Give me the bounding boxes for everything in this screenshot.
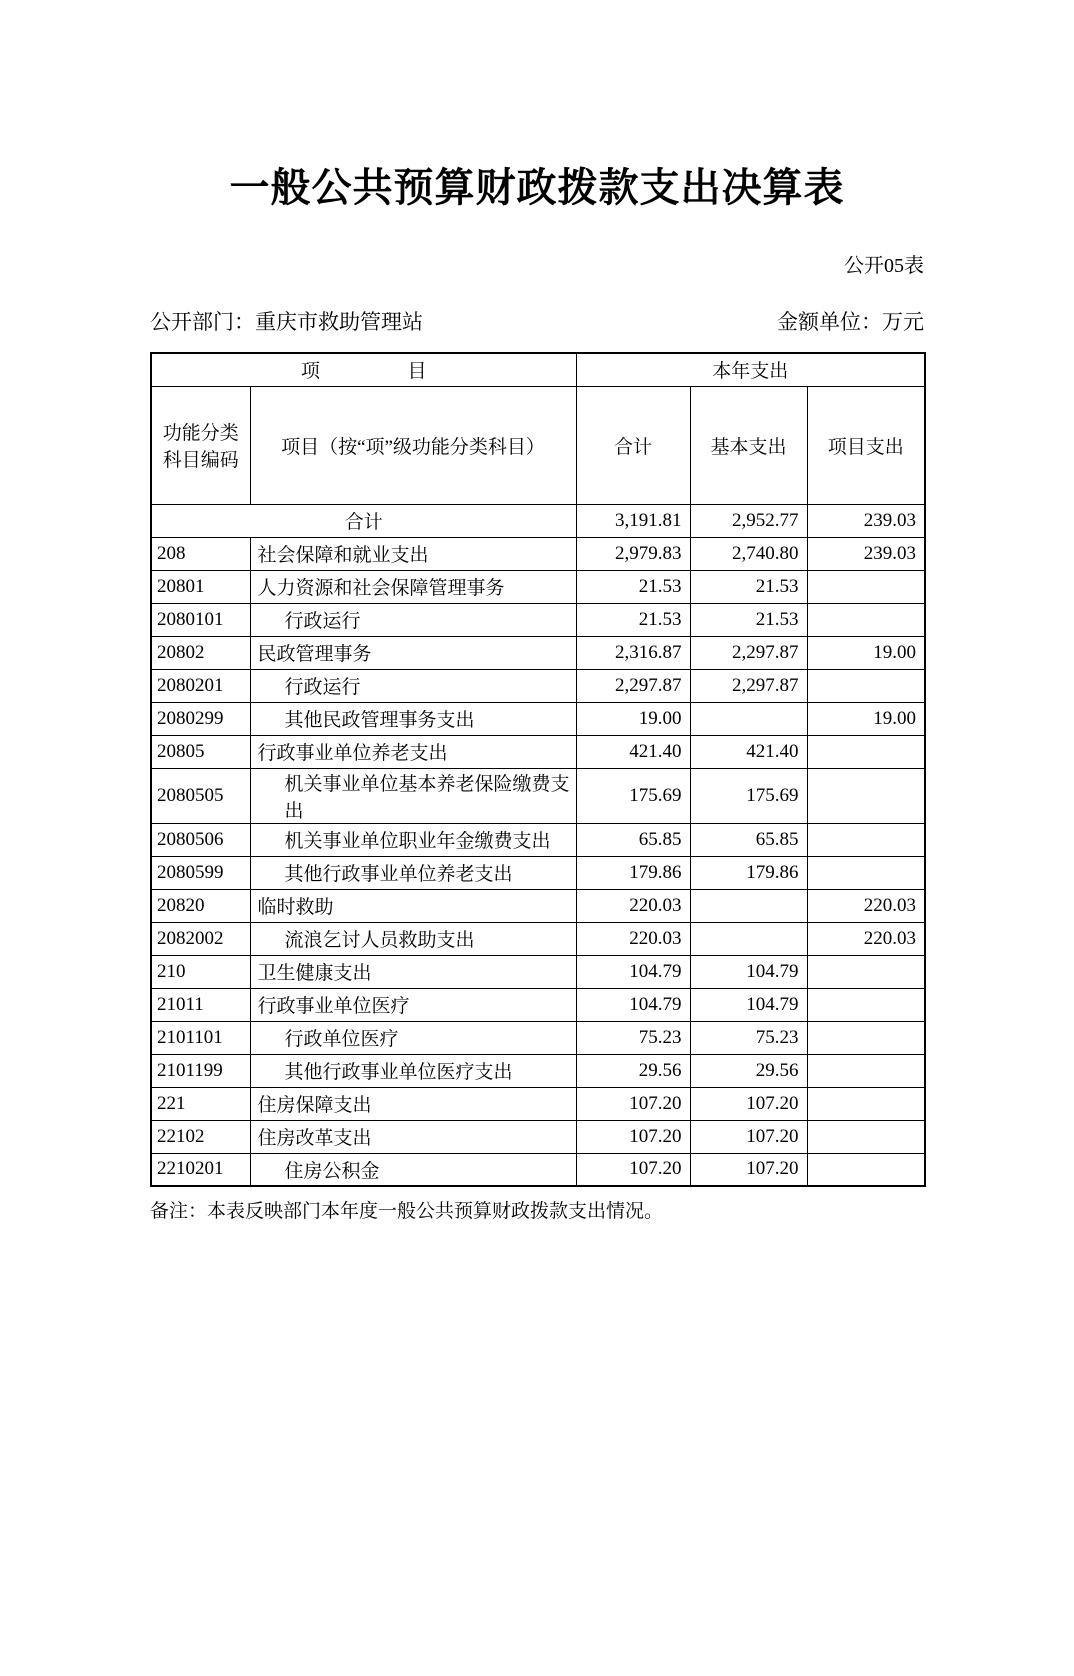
cell-item: 临时救助 bbox=[250, 889, 576, 922]
table-row bbox=[151, 823, 925, 856]
table-row bbox=[151, 1087, 925, 1120]
table-row bbox=[151, 889, 925, 922]
cell-basic: 2,952.77 bbox=[690, 504, 807, 537]
cell-project bbox=[807, 988, 925, 1021]
cell-total: 2,297.87 bbox=[576, 669, 690, 702]
cell-item: 社会保障和就业支出 bbox=[250, 537, 576, 570]
cell-project bbox=[807, 1021, 925, 1054]
cell-total: 220.03 bbox=[576, 889, 690, 922]
table-row bbox=[151, 1021, 925, 1054]
cell-project bbox=[807, 603, 925, 636]
cell-item: 人力资源和社会保障管理事务 bbox=[250, 570, 576, 603]
cell-total: 75.23 bbox=[576, 1021, 690, 1054]
cell-code: 2101101 bbox=[151, 1021, 250, 1054]
cell-item: 行政事业单位养老支出 bbox=[250, 735, 576, 768]
table-row bbox=[151, 856, 925, 889]
cell-code: 22102 bbox=[151, 1120, 250, 1153]
cell-total: 107.20 bbox=[576, 1153, 690, 1186]
cell-basic: 65.85 bbox=[690, 823, 807, 856]
table-row bbox=[151, 988, 925, 1021]
cell-total: 104.79 bbox=[576, 988, 690, 1021]
table-row bbox=[151, 669, 925, 702]
cell-basic: 2,740.80 bbox=[690, 537, 807, 570]
sheet-number-label: 公开05表 bbox=[844, 255, 924, 277]
header-item-group: 项目 bbox=[151, 353, 576, 386]
cell-item: 机关事业单位职业年金缴费支出 bbox=[250, 823, 576, 856]
table-row bbox=[151, 1054, 925, 1087]
cell-code: 208 bbox=[151, 537, 250, 570]
cell-project bbox=[807, 570, 925, 603]
cell-basic: 421.40 bbox=[690, 735, 807, 768]
cell-total: 3,191.81 bbox=[576, 504, 690, 537]
cell-total: 2,316.87 bbox=[576, 636, 690, 669]
header-col-project: 项目支出 bbox=[807, 386, 925, 504]
cell-project bbox=[807, 823, 925, 856]
cell-total: 104.79 bbox=[576, 955, 690, 988]
table-row bbox=[151, 570, 925, 603]
cell-project bbox=[807, 1120, 925, 1153]
header-columns-row bbox=[151, 386, 925, 504]
cell-code: 2210201 bbox=[151, 1153, 250, 1186]
cell-item: 流浪乞讨人员救助支出 bbox=[250, 922, 576, 955]
cell-project bbox=[807, 856, 925, 889]
unit-label: 金额单位：万元 bbox=[777, 310, 924, 334]
cell-project: 220.03 bbox=[807, 889, 925, 922]
header-col-code: 功能分类科目编码 bbox=[151, 386, 250, 504]
table-row bbox=[151, 636, 925, 669]
cell-item: 行政运行 bbox=[250, 669, 576, 702]
header-col-basic: 基本支出 bbox=[690, 386, 807, 504]
cell-project: 220.03 bbox=[807, 922, 925, 955]
cell-code: 2080505 bbox=[151, 768, 250, 823]
page-title: 一般公共预算财政拨款支出决算表 bbox=[229, 166, 845, 210]
table-row bbox=[151, 955, 925, 988]
cell-basic: 21.53 bbox=[690, 570, 807, 603]
department-label: 公开部门：重庆市救助管理站 bbox=[150, 310, 423, 334]
cell-project bbox=[807, 1054, 925, 1087]
cell-item: 住房改革支出 bbox=[250, 1120, 576, 1153]
table-row bbox=[151, 922, 925, 955]
cell-code: 2080201 bbox=[151, 669, 250, 702]
cell-total: 29.56 bbox=[576, 1054, 690, 1087]
cell-code: 210 bbox=[151, 955, 250, 988]
header-group-row bbox=[151, 353, 925, 386]
table-row bbox=[151, 603, 925, 636]
cell-project: 19.00 bbox=[807, 636, 925, 669]
table-row bbox=[151, 768, 925, 823]
cell-basic bbox=[690, 889, 807, 922]
header-col-item: 项目（按“项”级功能分类科目） bbox=[250, 386, 576, 504]
cell-project bbox=[807, 1087, 925, 1120]
cell-code: 20820 bbox=[151, 889, 250, 922]
table-row bbox=[151, 1153, 925, 1186]
cell-project: 19.00 bbox=[807, 702, 925, 735]
cell-item: 其他民政管理事务支出 bbox=[250, 702, 576, 735]
cell-basic: 107.20 bbox=[690, 1120, 807, 1153]
cell-basic: 75.23 bbox=[690, 1021, 807, 1054]
cell-code: 2080299 bbox=[151, 702, 250, 735]
cell-item: 其他行政事业单位医疗支出 bbox=[250, 1054, 576, 1087]
cell-basic: 175.69 bbox=[690, 768, 807, 823]
cell-code: 2082002 bbox=[151, 922, 250, 955]
header-year-expenditure-group: 本年支出 bbox=[576, 353, 925, 386]
cell-project: 239.03 bbox=[807, 504, 925, 537]
cell-total: 65.85 bbox=[576, 823, 690, 856]
cell-basic: 179.86 bbox=[690, 856, 807, 889]
cell-item: 住房公积金 bbox=[250, 1153, 576, 1186]
cell-basic bbox=[690, 922, 807, 955]
cell-total: 421.40 bbox=[576, 735, 690, 768]
cell-item: 行政事业单位医疗 bbox=[250, 988, 576, 1021]
table-row bbox=[151, 1120, 925, 1153]
table-row bbox=[151, 702, 925, 735]
cell-project bbox=[807, 768, 925, 823]
cell-total: 179.86 bbox=[576, 856, 690, 889]
cell-basic: 2,297.87 bbox=[690, 669, 807, 702]
cell-basic: 104.79 bbox=[690, 988, 807, 1021]
cell-code: 21011 bbox=[151, 988, 250, 1021]
cell-basic: 2,297.87 bbox=[690, 636, 807, 669]
cell-code: 2101199 bbox=[151, 1054, 250, 1087]
cell-total: 21.53 bbox=[576, 603, 690, 636]
cell-total: 107.20 bbox=[576, 1120, 690, 1153]
cell-code: 2080506 bbox=[151, 823, 250, 856]
cell-total: 21.53 bbox=[576, 570, 690, 603]
cell-basic bbox=[690, 702, 807, 735]
cell-code: 20805 bbox=[151, 735, 250, 768]
cell-code: 20801 bbox=[151, 570, 250, 603]
cell-item: 行政运行 bbox=[250, 603, 576, 636]
cell-project: 239.03 bbox=[807, 537, 925, 570]
cell-project bbox=[807, 735, 925, 768]
header-col-total: 合计 bbox=[576, 386, 690, 504]
table-body bbox=[151, 504, 925, 1186]
table-row bbox=[151, 504, 925, 537]
cell-basic: 107.20 bbox=[690, 1087, 807, 1120]
cell-code: 221 bbox=[151, 1087, 250, 1120]
cell-item: 行政单位医疗 bbox=[250, 1021, 576, 1054]
table-row bbox=[151, 735, 925, 768]
cell-code: 2080599 bbox=[151, 856, 250, 889]
cell-total: 107.20 bbox=[576, 1087, 690, 1120]
cell-total: 2,979.83 bbox=[576, 537, 690, 570]
cell-total: 175.69 bbox=[576, 768, 690, 823]
cell-item: 卫生健康支出 bbox=[250, 955, 576, 988]
cell-item: 民政管理事务 bbox=[250, 636, 576, 669]
cell-item: 住房保障支出 bbox=[250, 1087, 576, 1120]
cell-code: 20802 bbox=[151, 636, 250, 669]
cell-item: 其他行政事业单位养老支出 bbox=[250, 856, 576, 889]
cell-project bbox=[807, 1153, 925, 1186]
cell-basic: 21.53 bbox=[690, 603, 807, 636]
cell-basic: 29.56 bbox=[690, 1054, 807, 1087]
note-text: 备注：本表反映部门本年度一般公共预算财政拨款支出情况。 bbox=[150, 1201, 664, 1222]
cell-total: 220.03 bbox=[576, 922, 690, 955]
cell-code: 2080101 bbox=[151, 603, 250, 636]
cell-total: 19.00 bbox=[576, 702, 690, 735]
cell-basic: 107.20 bbox=[690, 1153, 807, 1186]
table-row bbox=[151, 537, 925, 570]
cell-item: 合计 bbox=[151, 504, 576, 537]
cell-item: 机关事业单位基本养老保险缴费支出 bbox=[250, 768, 576, 823]
cell-project bbox=[807, 955, 925, 988]
budget-table bbox=[150, 352, 926, 1187]
cell-project bbox=[807, 669, 925, 702]
document-page bbox=[150, 156, 924, 1223]
cell-basic: 104.79 bbox=[690, 955, 807, 988]
